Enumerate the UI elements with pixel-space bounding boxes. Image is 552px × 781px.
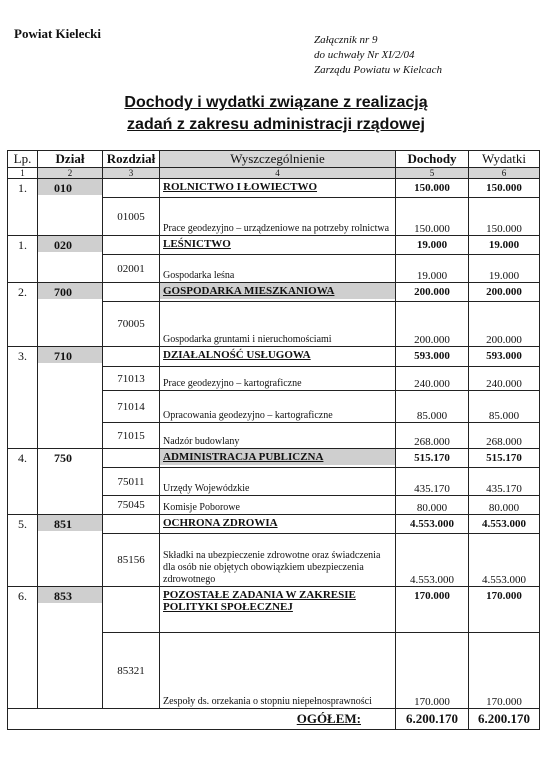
- section-row: [8, 283, 540, 302]
- item-rozdzial: 75045: [103, 496, 160, 515]
- attachment-note: [314, 33, 442, 78]
- section-name-cell: [160, 179, 396, 198]
- item-description: Prace geodezyjno – kartograficzne: [160, 367, 396, 391]
- dzial-code: 851: [38, 515, 102, 531]
- item-dochody: 435.170: [396, 468, 469, 496]
- row-rozdzial-empty: [103, 179, 160, 198]
- row-lp: 4.: [8, 449, 38, 515]
- item-dochody: 85.000: [396, 391, 469, 423]
- section-wydatki: 515.170: [469, 449, 540, 468]
- item-rozdzial: 71013: [103, 367, 160, 391]
- attachment-line: Załącznik nr 9: [314, 34, 378, 46]
- row-dzial: [38, 347, 103, 449]
- item-description: Składki na ubezpieczenie zdrowotne oraz świadczenia dla osób nie objętych obowiązkiem ubezpieczenia zdrowotnego: [160, 534, 396, 587]
- item-wydatki: 85.000: [469, 391, 540, 423]
- section-wydatki: 19.000: [469, 236, 540, 255]
- item-description: Urzędy Wojewódzkie: [160, 468, 396, 496]
- item-rozdzial: 75011: [103, 468, 160, 496]
- section-name: DZIAŁALNOŚĆ USŁUGOWA: [163, 349, 311, 361]
- item-description: Nadzór budowlany: [160, 423, 396, 449]
- item-rozdzial: 85321: [103, 633, 160, 709]
- item-dochody: 80.000: [396, 496, 469, 515]
- section-row: [8, 347, 540, 367]
- item-description: Zespoły ds. orzekania o stopniu niepełnosprawności: [160, 633, 396, 709]
- section-name: ADMINISTRACJA PUBLICZNA: [160, 449, 395, 465]
- col-number: 3: [103, 168, 160, 179]
- row-lp: 3.: [8, 347, 38, 449]
- row-dzial: [38, 587, 103, 709]
- section-dochody: 4.553.000: [396, 515, 469, 534]
- item-wydatki: 150.000: [469, 198, 540, 236]
- col-number: 4: [160, 168, 396, 179]
- item-rozdzial: 01005: [103, 198, 160, 236]
- col-number: 2: [38, 168, 103, 179]
- section-name-cell: [160, 347, 396, 367]
- item-dochody: 170.000: [396, 633, 469, 709]
- item-wydatki: 200.000: [469, 302, 540, 347]
- item-rozdzial: 02001: [103, 255, 160, 283]
- section-row: [8, 179, 540, 198]
- item-dochody: 268.000: [396, 423, 469, 449]
- section-wydatki: 593.000: [469, 347, 540, 367]
- col-number: 1: [8, 168, 38, 179]
- dzial-code: 010: [38, 179, 102, 195]
- item-description: Komisje Poborowe: [160, 496, 396, 515]
- dzial-code: 750: [54, 451, 72, 465]
- section-name-cell: [160, 587, 396, 633]
- item-wydatki: 240.000: [469, 367, 540, 391]
- col-dzial: Dział: [38, 151, 103, 168]
- title-line: zadań z zakresu administracji rządowej: [127, 116, 425, 133]
- dzial-code: 710: [38, 347, 102, 363]
- row-dzial: [38, 236, 103, 283]
- row-lp: 1.: [8, 179, 38, 236]
- row-lp: 6.: [8, 587, 38, 709]
- item-rozdzial: 71014: [103, 391, 160, 423]
- section-dochody: 150.000: [396, 179, 469, 198]
- col-wydatki: Wydatki: [469, 151, 540, 168]
- attachment-line: do uchwały Nr XI/2/04: [314, 49, 415, 61]
- row-rozdzial-empty: [103, 283, 160, 302]
- section-wydatki: 4.553.000: [469, 515, 540, 534]
- section-dochody: 170.000: [396, 587, 469, 633]
- section-row: [8, 236, 540, 255]
- row-lp: 1.: [8, 236, 38, 283]
- row-rozdzial-empty: [103, 587, 160, 633]
- col-number: 5: [396, 168, 469, 179]
- section-name-cell: [160, 515, 396, 534]
- item-rozdzial: 70005: [103, 302, 160, 347]
- section-row: [8, 449, 540, 468]
- item-wydatki: 80.000: [469, 496, 540, 515]
- col-dochody: Dochody: [396, 151, 469, 168]
- dzial-code: 700: [38, 283, 102, 299]
- section-row: [8, 515, 540, 534]
- section-name-cell: [160, 236, 396, 255]
- section-name-cell: [160, 449, 396, 468]
- item-wydatki: 19.000: [469, 255, 540, 283]
- section-dochody: 593.000: [396, 347, 469, 367]
- row-rozdzial-empty: [103, 449, 160, 468]
- county-name: Powiat Kielecki: [14, 26, 102, 41]
- item-wydatki: 4.553.000: [469, 534, 540, 587]
- section-wydatki: 200.000: [469, 283, 540, 302]
- item-description: Gospodarka leśna: [160, 255, 396, 283]
- row-dzial: [38, 449, 103, 515]
- section-row: [8, 587, 540, 633]
- item-description: Gospodarka gruntami i nieruchomościami: [160, 302, 396, 347]
- item-description: Opracowania geodezyjno – kartograficzne: [160, 391, 396, 423]
- section-dochody: 515.170: [396, 449, 469, 468]
- item-wydatki: 170.000: [469, 633, 540, 709]
- section-name: GOSPODARKA MIESZKANIOWA: [160, 283, 395, 299]
- attachment-line: Zarządu Powiatu w Kielcach: [314, 64, 443, 76]
- total-label: OGÓŁEM:: [8, 709, 396, 730]
- row-dzial: [38, 515, 103, 587]
- dzial-code: 853: [38, 587, 102, 603]
- total-row: [8, 709, 540, 730]
- dzial-code: 020: [38, 236, 102, 252]
- item-dochody: 150.000: [396, 198, 469, 236]
- col-opis: Wyszczególnienie: [160, 151, 396, 168]
- section-dochody: 200.000: [396, 283, 469, 302]
- item-wydatki: 268.000: [469, 423, 540, 449]
- table-header-row: [8, 151, 540, 168]
- col-lp: Lp.: [8, 151, 38, 168]
- document-title: [0, 92, 552, 136]
- row-rozdzial-empty: [103, 236, 160, 255]
- item-wydatki: 435.170: [469, 468, 540, 496]
- item-dochody: 240.000: [396, 367, 469, 391]
- budget-table: [7, 150, 540, 730]
- row-dzial: [38, 283, 103, 347]
- item-rozdzial: 71015: [103, 423, 160, 449]
- item-dochody: 200.000: [396, 302, 469, 347]
- section-wydatki: 170.000: [469, 587, 540, 633]
- section-name: LEŚNICTWO: [163, 238, 231, 250]
- section-name: POZOSTAŁE ZADANIA W ZAKRESIE POLITYKI SPOŁECZNEJ: [163, 589, 356, 613]
- section-name: OCHRONA ZDROWIA: [163, 517, 278, 529]
- title-line: Dochody i wydatki związane z realizacją: [124, 94, 428, 111]
- section-name: ROLNICTWO I ŁOWIECTWO: [163, 181, 318, 193]
- section-wydatki: 150.000: [469, 179, 540, 198]
- row-rozdzial-empty: [103, 515, 160, 534]
- item-description: Prace geodezyjno – urządzeniowe na potrzeby rolnictwa: [160, 198, 396, 236]
- item-dochody: 4.553.000: [396, 534, 469, 587]
- row-lp: 5.: [8, 515, 38, 587]
- row-rozdzial-empty: [103, 347, 160, 367]
- item-dochody: 19.000: [396, 255, 469, 283]
- row-dzial: [38, 179, 103, 236]
- section-dochody: 19.000: [396, 236, 469, 255]
- row-lp: 2.: [8, 283, 38, 347]
- total-wydatki: 6.200.170: [469, 709, 540, 730]
- column-number-row: [8, 168, 540, 179]
- col-rozdzial: Rozdział: [103, 151, 160, 168]
- section-name-cell: [160, 283, 396, 302]
- col-number: 6: [469, 168, 540, 179]
- total-dochody: 6.200.170: [396, 709, 469, 730]
- item-rozdzial: 85156: [103, 534, 160, 587]
